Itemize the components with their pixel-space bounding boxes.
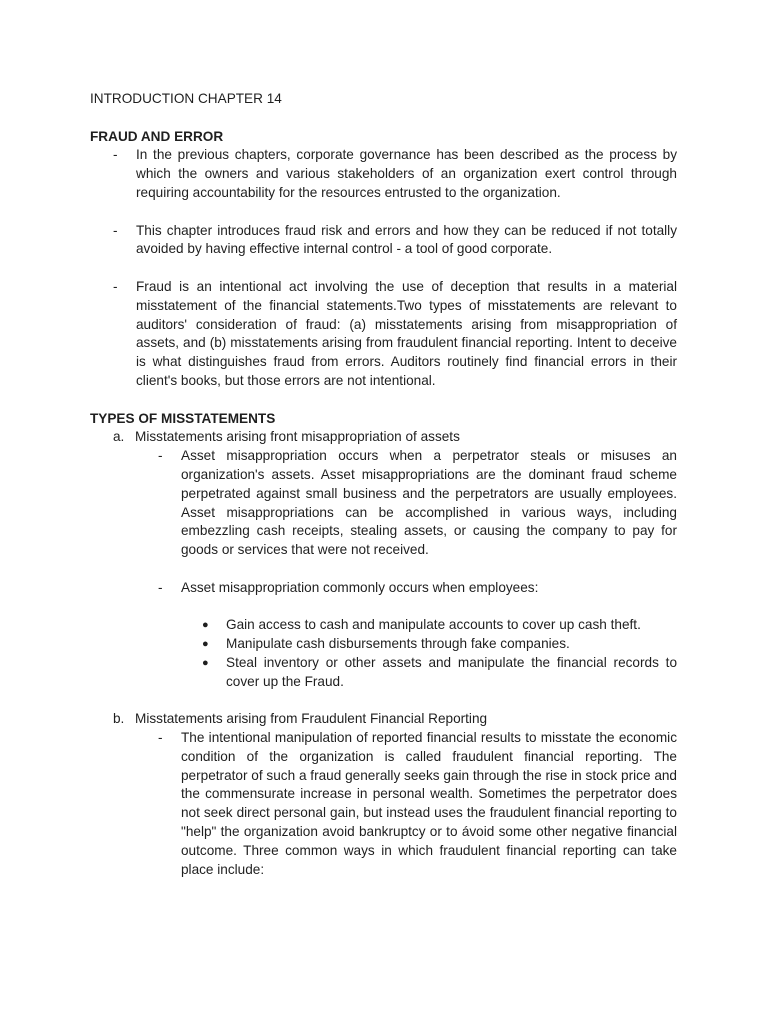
bullet-marker: ● [202,656,209,669]
list-item [90,447,677,560]
paragraph: This chapter introduces fraud risk and errors and how they can be reduced if not totally avoided by having effective internal control - a tool of good corporate. [136,222,677,257]
bullet-text: Steal inventory or other assets and manipulate the financial records to cover up the Fraud. [226,654,677,689]
dash-marker: - [158,730,163,746]
dash-marker: - [158,448,163,464]
subheading: Misstatements arising from Fraudulent Financial Reporting [135,711,488,727]
list-item-a [90,428,677,447]
dash-marker: - [113,278,118,294]
bullet-marker: ● [202,638,209,651]
paragraph: The intentional manipulation of reported financial results to misstate the economic condition of the organization is called fraudulent financial reporting. The perpetrator of such a fraud generally seeks gain through the rise in stock price and the commensurate increase in personal wealth. Sometimes the perpetrator does not seek direct personal gain, but instead uses the fraudulent financial reporting to "help" the organization avoid bankruptcy or to ávoid some other negative financial outcome. Three common ways in which fraudulent financial reporting can take place include: [181,730,677,877]
dash-marker: - [158,579,163,595]
bullet-text: Gain access to cash and manipulate accounts to cover up cash theft. [226,617,641,633]
page-title: INTRODUCTION CHAPTER 14 [90,91,282,106]
bullet-marker: ● [202,619,209,632]
bullet-text: Manipulate cash disbursements through fake companies. [226,636,570,652]
list-item [90,222,677,260]
list-item-b [90,710,677,729]
list-item [90,146,677,202]
alpha-marker: a. [113,429,125,445]
dash-marker: - [113,147,118,163]
paragraph: Fraud is an intentional act involving the use of deception that results in a material misstatement of the financial statements.Two types of misstatements are relevant to auditors' consideration of fraud: (a) misstatements arising from misappropriation of assets, and (b) misstatements arising from fraudulent financial reporting. Intent to deceive is what distinguishes fraud from errors. Auditors routinely find financial errors in their client's books, but those errors are not intentional. [136,278,677,388]
alpha-marker: b. [113,711,125,727]
dash-marker: - [113,222,118,238]
section-heading-fraud-and-error: FRAUD AND ERROR [90,128,224,144]
bullet-item [90,654,677,692]
list-item [90,278,677,391]
paragraph: Asset misappropriation commonly occurs when employees: [181,579,539,595]
bullet-item [90,635,677,654]
document-page [90,90,677,879]
list-item [90,729,677,879]
list-item [90,579,677,598]
subheading: Misstatements arising front misappropriation of assets [135,429,460,445]
section-heading-types-of-misstatements: TYPES OF MISSTATEMENTS [90,410,276,426]
paragraph: Asset misappropriation occurs when a perpetrator steals or misuses an organization's assets. Asset misappropriations are the dominant fraud scheme perpetrated against small business and the perpetrators are usually employees. Asset misappropriations can be accomplished in various ways, including embezzling cash receipts, stealing assets, or causing the company to pay for goods or services that were not received. [181,448,677,558]
paragraph: In the previous chapters, corporate governance has been described as the process by which the owners and various stakeholders of an organization exert control through requiring accountability for the resources entrusted to the organization. [136,147,677,200]
bullet-item [90,616,677,635]
